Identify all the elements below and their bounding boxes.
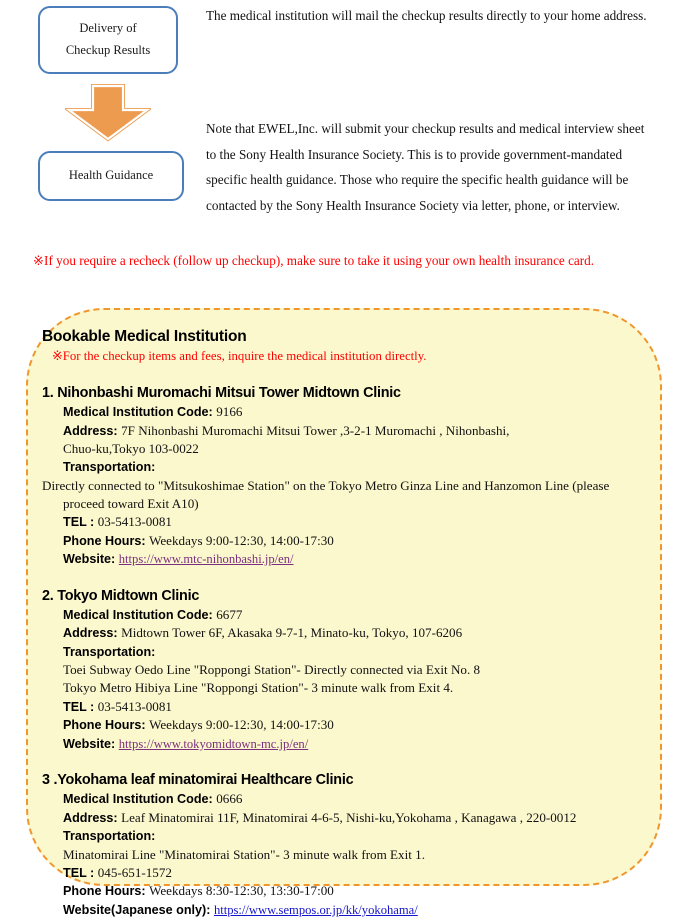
clinic-phone-hours-value: Weekdays 8:30-12:30, 13:30-17:00 bbox=[149, 883, 334, 899]
clinic-code-label: Medical Institution Code: bbox=[63, 792, 217, 807]
clinic-tel-row bbox=[63, 864, 650, 883]
clinic-transportation-label: Transportation: bbox=[63, 460, 156, 475]
clinic-transportation-detail: Minatomirai Line "Minatomirai Station"- 3 minute walk from Exit 1. bbox=[63, 846, 425, 862]
down-arrow-icon bbox=[38, 84, 178, 142]
clinic-name: 2. Tokyo Midtown Clinic bbox=[42, 587, 200, 604]
clinic-website-label: Website: bbox=[63, 736, 119, 751]
clinic-tel-value: 03-5413-0081 bbox=[97, 698, 172, 714]
clinic-address-label: Address: bbox=[63, 626, 122, 641]
clinic-tel-label: TEL : bbox=[63, 515, 98, 530]
clinic-phone-hours-value: Weekdays 9:00-12:30, 14:00-17:30 bbox=[149, 717, 334, 733]
clinic-tel-label: TEL : bbox=[63, 699, 98, 714]
panel-title: Bookable Medical Institution bbox=[42, 328, 247, 345]
clinic-code-row bbox=[63, 606, 650, 625]
clinic-transportation-detail: Tokyo Metro Hibiya Line "Roppongi Station"- 3 minute walk from Exit 4. bbox=[63, 680, 454, 696]
clinic-name: 1. Nihonbashi Muromachi Mitsui Tower Midtown Clinic bbox=[42, 385, 401, 402]
flow-box-delivery-line-2: Checkup Results bbox=[65, 43, 151, 57]
clinic-transportation-row bbox=[63, 458, 650, 477]
clinic-phone-hours-row bbox=[63, 532, 650, 551]
clinic-website-row bbox=[63, 735, 650, 754]
clinic-tel-row bbox=[63, 698, 650, 717]
clinic-code-row bbox=[63, 790, 650, 809]
clinic-phone-hours-label: Phone Hours: bbox=[63, 884, 150, 899]
clinic-entry bbox=[42, 772, 650, 919]
clinic-phone-hours-row bbox=[63, 716, 650, 735]
recheck-notice: ※If you require a recheck (follow up checkup), make sure to take it using your own health insurance card. bbox=[33, 253, 595, 268]
paragraph-health-guidance-description: Note that EWEL,Inc. will submit your checkup results and medical interview sheet to the Sony Health Insurance Society. This is to provide government-mandated specific health guidance. Those who require the specific health guidance will be contacted by the Sony Health Insurance Society via letter, phone, or interview. bbox=[206, 121, 645, 214]
clinic-address-value: Leaf Minatomirai 11F, Minatomirai 4-6-5, Nishi-ku,Yokohama , Kanagawa , 220-0012 bbox=[121, 809, 577, 825]
flow-box-health-guidance bbox=[38, 151, 184, 201]
clinic-address-row bbox=[63, 624, 650, 643]
clinic-details bbox=[42, 403, 650, 569]
clinic-code-row bbox=[63, 403, 650, 422]
clinic-name: 3 .Yokohama leaf minatomirai Healthcare Clinic bbox=[42, 772, 354, 789]
clinic-phone-hours-value: Weekdays 9:00-12:30, 14:00-17:30 bbox=[149, 532, 334, 548]
clinic-entry bbox=[42, 385, 650, 569]
clinic-phone-hours-label: Phone Hours: bbox=[63, 718, 150, 733]
clinic-phone-hours-row bbox=[63, 882, 650, 901]
clinic-address-row bbox=[63, 809, 650, 828]
clinic-website-label: Website: bbox=[63, 552, 119, 567]
process-flow-chart bbox=[38, 6, 193, 201]
clinic-address-value: 7F Nihonbashi Muromachi Mitsui Tower ,3-2-1 Muromachi , Nihonbashi, bbox=[121, 422, 510, 438]
clinic-address-value-line2: Chuo-ku,Tokyo 103-0022 bbox=[63, 441, 199, 457]
flow-box-delivery-line-1: Delivery of bbox=[79, 21, 137, 36]
clinic-transportation-detail: Toei Subway Oedo Line "Roppongi Station"- Directly connected via Exit No. 8 bbox=[63, 662, 481, 678]
clinic-transportation-detail: Directly connected to "Mitsukoshimae Station" on the Tokyo Metro Ginza Line and Hanzomon Line (please proceed toward Exit A10) bbox=[42, 477, 610, 512]
clinic-tel-value: 045-651-1572 bbox=[97, 864, 172, 880]
clinic-details bbox=[63, 606, 650, 753]
clinic-code-label: Medical Institution Code: bbox=[63, 607, 217, 622]
clinic-tel-label: TEL : bbox=[63, 865, 98, 880]
clinic-details bbox=[63, 790, 650, 919]
clinic-phone-hours-label: Phone Hours: bbox=[63, 533, 150, 548]
paragraph-delivery-description: The medical institution will mail the checkup results directly to your home address. bbox=[206, 8, 647, 23]
clinic-list bbox=[42, 385, 650, 919]
clinic-code-value: 9166 bbox=[216, 404, 243, 420]
panel-subtitle: ※For the checkup items and fees, inquire the medical institution directly. bbox=[52, 349, 427, 363]
clinic-website-link[interactable]: https://www.sempos.or.jp/kk/yokohama/ bbox=[213, 902, 418, 917]
clinic-website-link[interactable]: https://www.tokyomidtown-mc.jp/en/ bbox=[118, 736, 309, 751]
clinic-address-label: Address: bbox=[63, 423, 122, 438]
clinic-transportation-row bbox=[63, 827, 650, 846]
clinic-entry bbox=[42, 588, 650, 753]
clinic-transportation-row bbox=[63, 643, 650, 662]
clinic-address-row bbox=[63, 422, 650, 441]
clinic-tel-row bbox=[63, 513, 650, 532]
clinic-website-row bbox=[63, 901, 650, 919]
clinic-address-label: Address: bbox=[63, 810, 122, 825]
clinic-website-label: Website(Japanese only): bbox=[63, 902, 214, 917]
flow-box-health-guidance-label: Health Guidance bbox=[68, 168, 154, 183]
clinic-website-link[interactable]: https://www.mtc-nihonbashi.jp/en/ bbox=[118, 552, 294, 567]
clinic-code-value: 6677 bbox=[216, 606, 243, 622]
flow-box-delivery-of-checkup-results bbox=[38, 6, 178, 74]
clinic-code-value: 0666 bbox=[216, 791, 243, 807]
clinic-transportation-label: Transportation: bbox=[63, 829, 156, 844]
clinic-code-label: Medical Institution Code: bbox=[63, 405, 217, 420]
clinic-tel-value: 03-5413-0081 bbox=[97, 514, 172, 530]
clinic-address-value: Midtown Tower 6F, Akasaka 9-7-1, Minato-ku, Tokyo, 107-6206 bbox=[121, 625, 463, 641]
bookable-medical-institution-panel bbox=[26, 308, 662, 917]
clinic-website-row bbox=[63, 550, 650, 569]
clinic-transportation-label: Transportation: bbox=[63, 644, 156, 659]
